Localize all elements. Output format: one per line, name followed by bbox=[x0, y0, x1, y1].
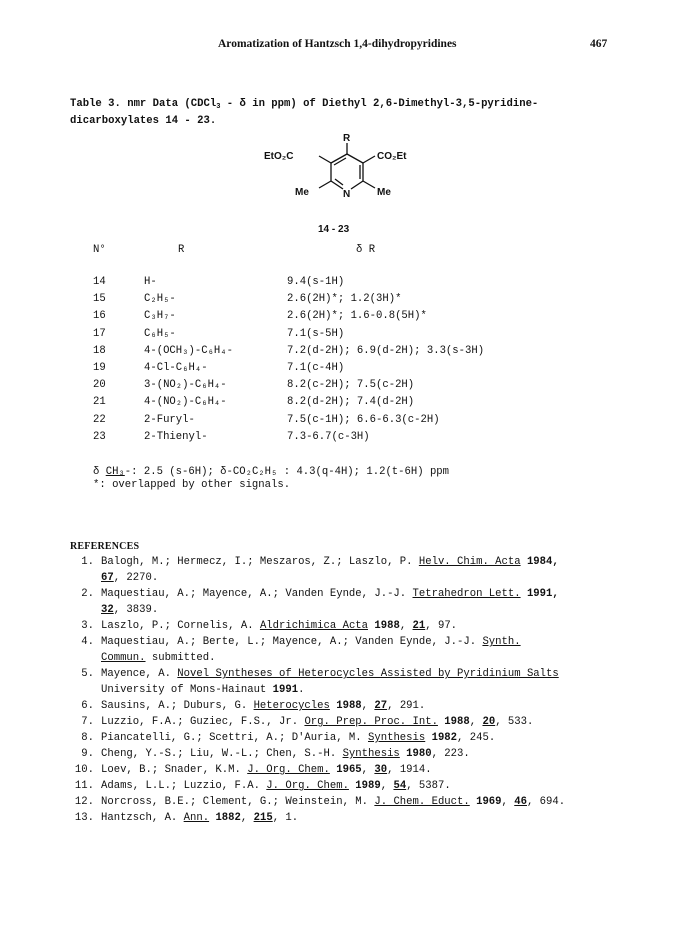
reference-volume: 54 bbox=[393, 780, 407, 792]
reference-sep: , bbox=[399, 620, 413, 632]
reference-sep: , 245. bbox=[457, 732, 496, 744]
reference-text bbox=[101, 700, 425, 712]
reference-number: 6. bbox=[81, 700, 94, 712]
substituent: 4-(NO₂)-C₆H₄- bbox=[144, 396, 227, 409]
reference-sep: , bbox=[361, 700, 375, 712]
chemical-shift: 7.2(d-2H); 6.9(d-2H); 3.3(s-3H) bbox=[287, 344, 485, 357]
reference-journal: Aldrichimica Acta bbox=[259, 620, 369, 632]
reference-journal: Novel Syntheses of Heterocycles Assisted by Pyridinium Salts bbox=[177, 668, 559, 680]
reference-volume: 46 bbox=[514, 796, 527, 808]
reference-volume: 20 bbox=[482, 716, 496, 728]
substituent: 4-(OCH₃)-C₆H₄- bbox=[144, 344, 234, 357]
substituent: H- bbox=[144, 276, 157, 288]
reference-authors: Hantzsch, A. bbox=[101, 812, 184, 824]
compound-number: 23 bbox=[93, 430, 106, 443]
substituent: 3-(NO₂)-C₆H₄- bbox=[144, 379, 227, 392]
chemical-shift: 7.1(s-5H) bbox=[287, 327, 345, 340]
reference-journal: Synthesis bbox=[342, 748, 400, 760]
page-number: 467 bbox=[590, 38, 608, 50]
compound-number: 21 bbox=[93, 396, 106, 409]
reference-pages: , 3839. bbox=[113, 604, 159, 616]
reference-item bbox=[70, 666, 630, 698]
substituent: C₆H₅- bbox=[144, 327, 176, 340]
reference-journal: Ann. bbox=[183, 812, 210, 824]
reference-number: 5. bbox=[81, 668, 94, 680]
reference-sep: , bbox=[240, 812, 254, 824]
reference-item bbox=[70, 618, 630, 634]
reference-item bbox=[70, 698, 630, 714]
reference-journal: J. Chem. Educt. bbox=[374, 796, 470, 808]
reference-item bbox=[70, 746, 630, 762]
reference-authors: Sausins, A.; Duburs, G. bbox=[101, 700, 254, 712]
reference-text bbox=[101, 780, 451, 792]
reference-sep: University of Mons-Hainaut bbox=[101, 684, 273, 696]
reference-item bbox=[70, 714, 630, 730]
reference-text bbox=[101, 764, 432, 776]
compound-number: 20 bbox=[93, 379, 106, 392]
reference-pages: . bbox=[298, 684, 305, 696]
reference-authors: Maquestiau, A.; Mayence, A.; Vanden Eynde, J.-J. bbox=[101, 588, 413, 600]
reference-journal: Tetrahedron Lett. bbox=[412, 588, 521, 600]
reference-pages: , 533. bbox=[495, 716, 534, 728]
compound-number: 18 bbox=[93, 344, 106, 357]
reference-volume: 1991 bbox=[272, 684, 299, 696]
column-header-delta: δ R bbox=[356, 244, 376, 256]
column-header-r: R bbox=[178, 244, 185, 256]
reference-journal: J. Org. Chem. bbox=[266, 780, 349, 792]
reference-volume: 27 bbox=[374, 700, 388, 712]
reference-year: 1969 bbox=[469, 796, 502, 808]
reference-volume: 32 bbox=[101, 604, 114, 616]
reference-number: 11. bbox=[74, 780, 94, 792]
reference-item bbox=[70, 794, 630, 810]
reference-number: 4. bbox=[81, 636, 94, 648]
reference-number: 13. bbox=[74, 812, 94, 824]
reference-item bbox=[70, 730, 630, 746]
chemical-shift: 7.5(c-1H); 6.6-6.3(c-2H) bbox=[287, 413, 440, 426]
reference-text bbox=[101, 636, 521, 664]
structure-nitrogen: N bbox=[343, 189, 351, 200]
compound-number: 17 bbox=[93, 327, 106, 340]
reference-item bbox=[70, 634, 630, 666]
reference-number: 2. bbox=[81, 588, 94, 600]
reference-pages: , 291. bbox=[387, 700, 426, 712]
reference-authors: Maquestiau, A.; Berte, L.; Mayence, A.; Vanden Eynde, J.-J. bbox=[101, 636, 483, 648]
reference-year: 1991, bbox=[520, 588, 559, 600]
reference-text bbox=[101, 732, 495, 744]
reference-sep: , bbox=[501, 796, 515, 808]
reference-authors: Mayence, A. bbox=[101, 668, 178, 680]
reference-pages: , 97. bbox=[425, 620, 458, 632]
substituent: C₂H₅- bbox=[144, 293, 176, 306]
caption-text-rest: - δ in ppm) of Diethyl 2,6-Dimethyl-3,5-pyridine- bbox=[220, 98, 539, 110]
reference-number: 8. bbox=[81, 732, 94, 744]
substituent: C₃H₇- bbox=[144, 310, 176, 323]
reference-authors: Luzzio, F.A.; Guziec, F.S., Jr. bbox=[101, 716, 305, 728]
compound-number: 19 bbox=[93, 361, 106, 374]
compound-number: 14 bbox=[93, 276, 106, 288]
structure-left-methyl: Me bbox=[295, 187, 309, 198]
column-header-number: N° bbox=[93, 244, 106, 256]
reference-year: 1988 bbox=[368, 620, 400, 632]
running-head bbox=[0, 38, 680, 58]
reference-number: 10. bbox=[74, 764, 94, 776]
reference-journal: Helv. Chim. Acta bbox=[418, 556, 521, 568]
reference-pages: submitted. bbox=[145, 652, 216, 664]
reference-authors: Balogh, M.; Hermecz, I.; Meszaros, Z.; Laszlo, P. bbox=[101, 556, 419, 568]
reference-journal: Synthesis bbox=[368, 732, 426, 744]
references-list bbox=[70, 554, 630, 826]
substituent: 4-Cl-C₆H₄- bbox=[144, 361, 208, 374]
reference-item bbox=[70, 778, 630, 794]
reference-authors: Norcross, B.E.; Clement, G.; Weinstein, M. bbox=[101, 796, 375, 808]
reference-text bbox=[101, 796, 565, 808]
reference-text bbox=[101, 668, 559, 696]
structure-r-label: R bbox=[343, 134, 351, 144]
reference-year: 1982 bbox=[425, 732, 458, 744]
compound-number: 22 bbox=[93, 413, 106, 426]
reference-number: 12. bbox=[74, 796, 94, 808]
table-caption bbox=[70, 96, 630, 130]
reference-year: 1988 bbox=[329, 700, 362, 712]
reference-journal: Synth. bbox=[482, 636, 521, 648]
reference-item bbox=[70, 586, 630, 618]
reference-year: 1988 bbox=[437, 716, 470, 728]
footnote-shift-values: -: 2.5 (s-6H); δ-CO₂C₂H₅ : 4.3(q-4H); 1.2(t-6H) ppm bbox=[124, 466, 450, 478]
reference-number: 9. bbox=[81, 748, 94, 760]
reference-text bbox=[101, 620, 457, 632]
reference-year: 1882 bbox=[209, 812, 241, 824]
reference-sep: , bbox=[380, 780, 394, 792]
reference-number: 7. bbox=[81, 716, 94, 728]
reference-sep: , 223. bbox=[431, 748, 470, 760]
footnote-delta: δ bbox=[93, 466, 106, 478]
reference-journal: Org. Prep. Proc. Int. bbox=[304, 716, 438, 728]
reference-text bbox=[101, 812, 298, 824]
reference-item bbox=[70, 762, 630, 778]
reference-authors: Laszlo, P.; Cornelis, A. bbox=[101, 620, 260, 632]
caption-text: Table 3. nmr Data (CDCl bbox=[70, 98, 217, 110]
chemical-shift: 7.3-6.7(c-3H) bbox=[287, 430, 370, 443]
reference-text bbox=[101, 748, 470, 760]
table-footnotes bbox=[93, 466, 449, 492]
reference-year: 1989 bbox=[348, 780, 381, 792]
running-title: Aromatization of Hantzsch 1,4-dihydropyridines bbox=[218, 38, 457, 50]
reference-volume: 215 bbox=[253, 812, 273, 824]
reference-authors: Adams, L.L.; Luzzio, F.A. bbox=[101, 780, 267, 792]
reference-year: 1984, bbox=[520, 556, 559, 568]
structure-left-ester: EtO₂C bbox=[264, 151, 294, 162]
caption-line-2: dicarboxylates 14 - 23. bbox=[70, 115, 217, 127]
reference-volume: 21 bbox=[412, 620, 426, 632]
footnote-shifts bbox=[93, 466, 449, 479]
reference-authors: Cheng, Y.-S.; Liu, W.-L.; Chen, S.-H. bbox=[101, 748, 343, 760]
reference-year: 1965 bbox=[329, 764, 362, 776]
structure-right-methyl: Me bbox=[377, 187, 391, 198]
reference-journal: J. Org. Chem. bbox=[247, 764, 330, 776]
reference-text bbox=[101, 588, 559, 616]
pyridine-structure-diagram bbox=[247, 134, 447, 234]
reference-authors: Piancatelli, G.; Scettri, A.; D'Auria, M. bbox=[101, 732, 369, 744]
reference-sep: , bbox=[469, 716, 483, 728]
substituent: 2-Furyl- bbox=[144, 413, 195, 426]
chemical-shift: 8.2(c-2H); 7.5(c-2H) bbox=[287, 379, 415, 392]
reference-pages: , 1914. bbox=[387, 764, 432, 776]
compound-number: 16 bbox=[93, 310, 106, 323]
footnote-overlap: *: overlapped by other signals. bbox=[93, 479, 291, 491]
compound-number: 15 bbox=[93, 293, 106, 306]
reference-item bbox=[70, 810, 630, 826]
reference-pages: , 5387. bbox=[406, 780, 451, 792]
reference-pages: , 1. bbox=[272, 812, 299, 824]
caption-subscript: 3 bbox=[216, 103, 221, 111]
reference-text bbox=[101, 556, 559, 584]
chemical-shift: 8.2(d-2H); 7.4(d-2H) bbox=[287, 396, 415, 409]
chemical-shift: 9.4(s-1H) bbox=[287, 276, 345, 288]
reference-volume: Commun. bbox=[101, 652, 146, 664]
reference-text bbox=[101, 716, 533, 728]
reference-pages: , 694. bbox=[526, 796, 566, 808]
pyridine-ring bbox=[319, 143, 375, 189]
footnote-ch3: CH₃ bbox=[105, 466, 125, 478]
reference-volume: 67 bbox=[101, 572, 114, 584]
reference-sep: , bbox=[361, 764, 375, 776]
chemical-shift: 2.6(2H)*; 1.6-0.8(5H)* bbox=[287, 310, 427, 323]
structure-right-ester: CO₂Et bbox=[377, 151, 407, 162]
reference-pages: , 2270. bbox=[113, 572, 159, 584]
reference-journal: Heterocycles bbox=[253, 700, 330, 712]
reference-item bbox=[70, 554, 630, 586]
reference-number: 1. bbox=[81, 556, 94, 568]
reference-number: 3. bbox=[81, 620, 94, 632]
chemical-shift: 7.1(c-4H) bbox=[287, 361, 345, 374]
reference-volume: 30 bbox=[374, 764, 388, 776]
substituent: 2-Thienyl- bbox=[144, 430, 208, 443]
chemical-shift: 2.6(2H)*; 1.2(3H)* bbox=[287, 293, 402, 306]
reference-authors: Loev, B.; Snader, K.M. bbox=[101, 764, 248, 776]
references-heading: REFERENCES bbox=[70, 541, 140, 552]
compound-range-label: 14 - 23 bbox=[318, 224, 350, 235]
reference-year: 1980 bbox=[399, 748, 432, 760]
